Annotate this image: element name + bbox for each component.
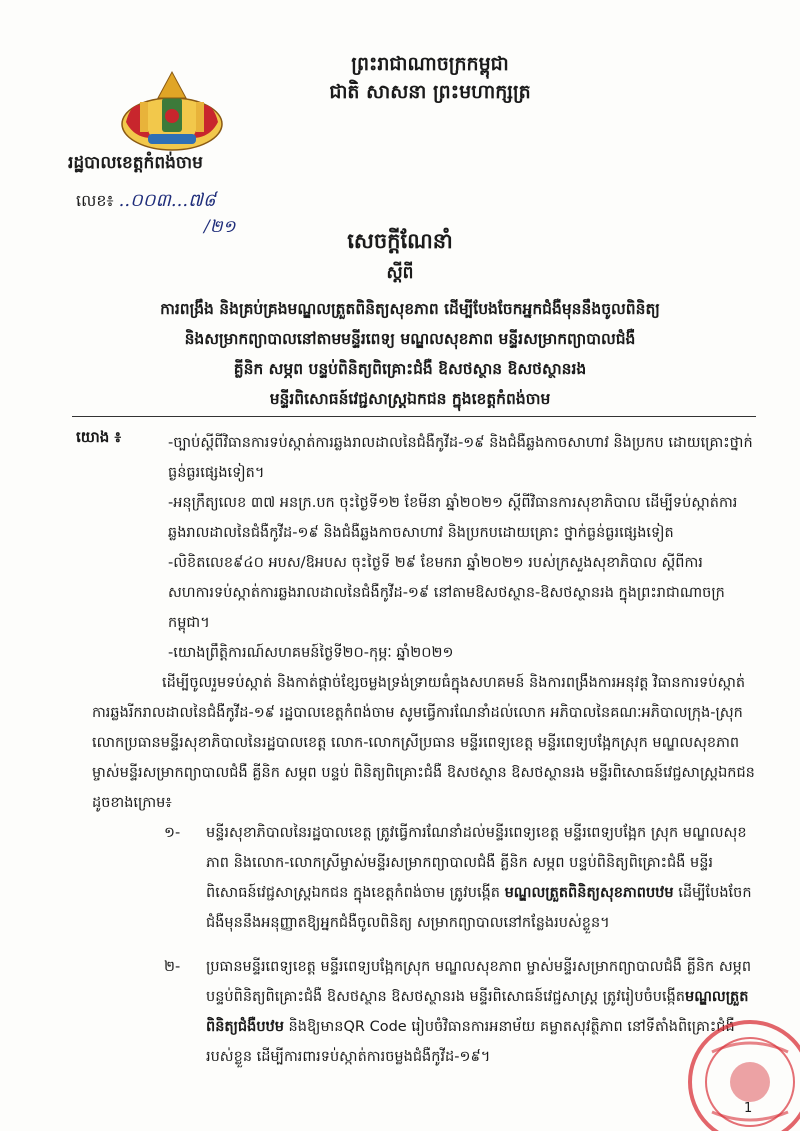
document-about: ស្តីពី (386, 263, 414, 283)
divider (72, 416, 756, 417)
kingdom-header (300, 50, 560, 106)
reference-item: -លិខិតលេខ៩៤០ អបស/ឱអបស ចុះថ្ងៃទី ២៩ ខែមករា ឆ្នាំ២០២១ របស់ក្រសួងសុខាភិបាល ស្តីពីការសហការទប់ស្កាត់ការឆ្លងរាលដាលនៃជំងឺកូវីដ-១៩ នៅតាមឱសថស្ថាន-ឱសថស្ថានរង ក្នុងព្រះរាជាណាចក្រកម្ពុជា។ (168, 555, 725, 631)
subject-line: គ្លីនិក សម្ភព បន្ទប់ពិនិត្យពិគ្រោះជំងឺ ឱសថស្ថាន ឱសថស្ថានរង (233, 360, 587, 378)
subject-line: និងសម្រាកព្យាបាលនៅតាមមន្ទីរពេទ្យ មណ្ឌលសុខភាព មន្ទីរសម្រាកព្យាបាលជំងឺ (184, 330, 636, 348)
letter-year: /២១ (204, 217, 236, 237)
item-text: មន្ទីរសុខាភិបាលនៃរដ្ឋបាលខេត្ត ត្រូវធ្វើការណែនាំដល់មន្ទីរពេទ្យខេត្ត មន្ទីរពេទ្យបង្អែក ស្រុក មណ្ឌលសុខភាព និងលោក-លោកស្រីម្ចាស់មន្ទីរសម្រាកព្យាបាលជំងឺ គ្លីនិក សម្ភព បន្ទប់ពិនិត្យពិគ្រោះជំងឺ មន្ទីរពិសោធន៍វេជ្ជសាស្ត្រឯកជន ក្នុងខេត្តកំពង់ចាម ត្រូវបង្កើត (206, 825, 747, 901)
instruction-item (206, 818, 754, 938)
reference-item: -ច្បាប់ស្តីពីវិធានការទប់ស្កាត់ការឆ្លងរាលដាលនៃជំងឺកូវីដ-១៩ និងជំងឺឆ្លងកាចសាហាវ និងប្រកប ដោយគ្រោះថ្នាក់ធ្ងន់ធ្ងរផ្សេងទៀត។ (168, 435, 753, 481)
item-number: ១- (164, 825, 181, 841)
document-subject (70, 294, 750, 414)
page-number: 1 (744, 1101, 753, 1116)
item-text: ប្រធានមន្ទីរពេទ្យខេត្ត មន្ទីរពេទ្យបង្អែកស្រុក មណ្ឌលសុខភាព ម្ចាស់មន្ទីរសម្រាកព្យាបាលជំងឺ គ្លីនិក សម្ភព បន្ទប់ពិនិត្យពិគ្រោះជំងឺ ឱសថស្ថាន ឱសថស្ថានរង មន្ទីរពិសោធន៍វេជ្ជសាស្ត្រ ត្រូវរៀបចំបង្កើត (206, 959, 752, 1005)
item-text: និងឱ្យមានQR Code រៀបចំវិធានការអនាម័យ គម្លាតសុវត្ថិភាព នៅទីតាំងពិគ្រោះជំងឺរបស់ខ្លួន ដើម្បីការពារទប់ស្កាត់ការចម្លងជំងឺកូវីដ-១៩។ (206, 1019, 735, 1065)
document-type: សេចក្តីណែនាំ (347, 229, 453, 253)
official-seal-stamp-icon (600, 1000, 800, 1131)
reference-item: -អនុក្រឹត្យលេខ ៣៧ អនក្រ.បក ចុះថ្ងៃទី១២ ខែមីនា ឆ្នាំ២០២១ ស្តីពីវិធានការសុខាភិបាល ដើម្បីទប់ស្កាត់ការឆ្លងរាលដាលនៃជំងឺកូវីដ-១៩ និងជំងឺឆ្លងកាចសាហាវ និងប្រកបដោយគ្រោះ ថ្នាក់ធ្ងន់ធ្ងរផ្សេងទៀត (168, 495, 738, 541)
letter-number-label: លេខ៖ (76, 191, 114, 210)
national-motto: ជាតិ សាសនា ព្រះមហាក្សត្រ (329, 81, 531, 103)
references (168, 428, 760, 668)
item-emphasis: មណ្ឌលត្រួតពិនិត្យជំងឺបឋម (206, 989, 749, 1035)
subject-line: មន្ទីរពិសោធន៍វេជ្ជសាស្ត្រឯកជន ក្នុងខេត្តកំពង់ចាម (269, 390, 551, 408)
reference-item: -យោងព្រឹត្តិការណ៍សហគមន៍ថ្ងៃទី២០-កុម្ភៈ ឆ្នាំ២០២១ (168, 645, 454, 661)
letter-number-value: ..០០៣...៧៨ (118, 190, 216, 211)
item-text: ដើម្បីបែងចែកជំងឺមុននឹងអនុញ្ញាតឱ្យអ្នកជំងឺចូលពិនិត្យ សម្រាកព្យាបាលនៅកន្លែងរបស់ខ្លួន។ (206, 885, 752, 931)
subject-line: ការពង្រឹង និងគ្រប់គ្រងមណ្ឌលត្រួតពិនិត្យសុខភាព ដើម្បីបែងចែកអ្នកជំងឺមុននឹងចូលពិនិត្យ (160, 300, 660, 318)
royal-emblem-icon (118, 68, 226, 152)
intro-paragraph: ដើម្បីចូលរួមទប់ស្កាត់ និងកាត់ផ្តាច់ខ្សែចម្លងទ្រង់ទ្រាយធំក្នុងសហគមន៍ និងការពង្រឹងការអនុវត្ត វិធានការទប់ស្កាត់ការឆ្លងរីករាលដាលនៃជំងឺកូវីដ-១៩ រដ្ឋបាលខេត្តកំពង់ចាម សូមធ្វើការណែនាំដល់លោក អភិបាលនៃគណៈអភិបាលក្រុង-ស្រុក លោកប្រធានមន្ទីរសុខាភិបាលនៃរដ្ឋបាលខេត្ត លោក-លោកស្រីប្រធាន មន្ទីរពេទ្យខេត្ត មន្ទីរពេទ្យបង្អែកស្រុក មណ្ឌលសុខភាព ម្ចាស់មន្ទីរសម្រាកព្យាបាលជំងឺ គ្លីនិក សម្ភព បន្ទប់ ពិនិត្យពិគ្រោះជំងឺ ឱសថស្ថាន ឱសថស្ថានរង មន្ទីរពិសោធន៍វេជ្ជសាស្ត្រឯកជន ដូចខាងក្រោម៖ (92, 675, 755, 811)
letter-number (76, 188, 216, 215)
letter-year-value: ២១ (209, 217, 236, 237)
item-emphasis: មណ្ឌលត្រួតពិនិត្យសុខភាពបឋម (504, 885, 674, 901)
issuing-authority: រដ្ឋបាលខេត្តកំពង់ចាម (68, 153, 203, 173)
item-number: ២- (164, 959, 181, 975)
kingdom-name: ព្រះរាជាណាចក្រកម្ពុជា (351, 53, 509, 75)
basis-label: យោង ៖ (76, 428, 122, 446)
